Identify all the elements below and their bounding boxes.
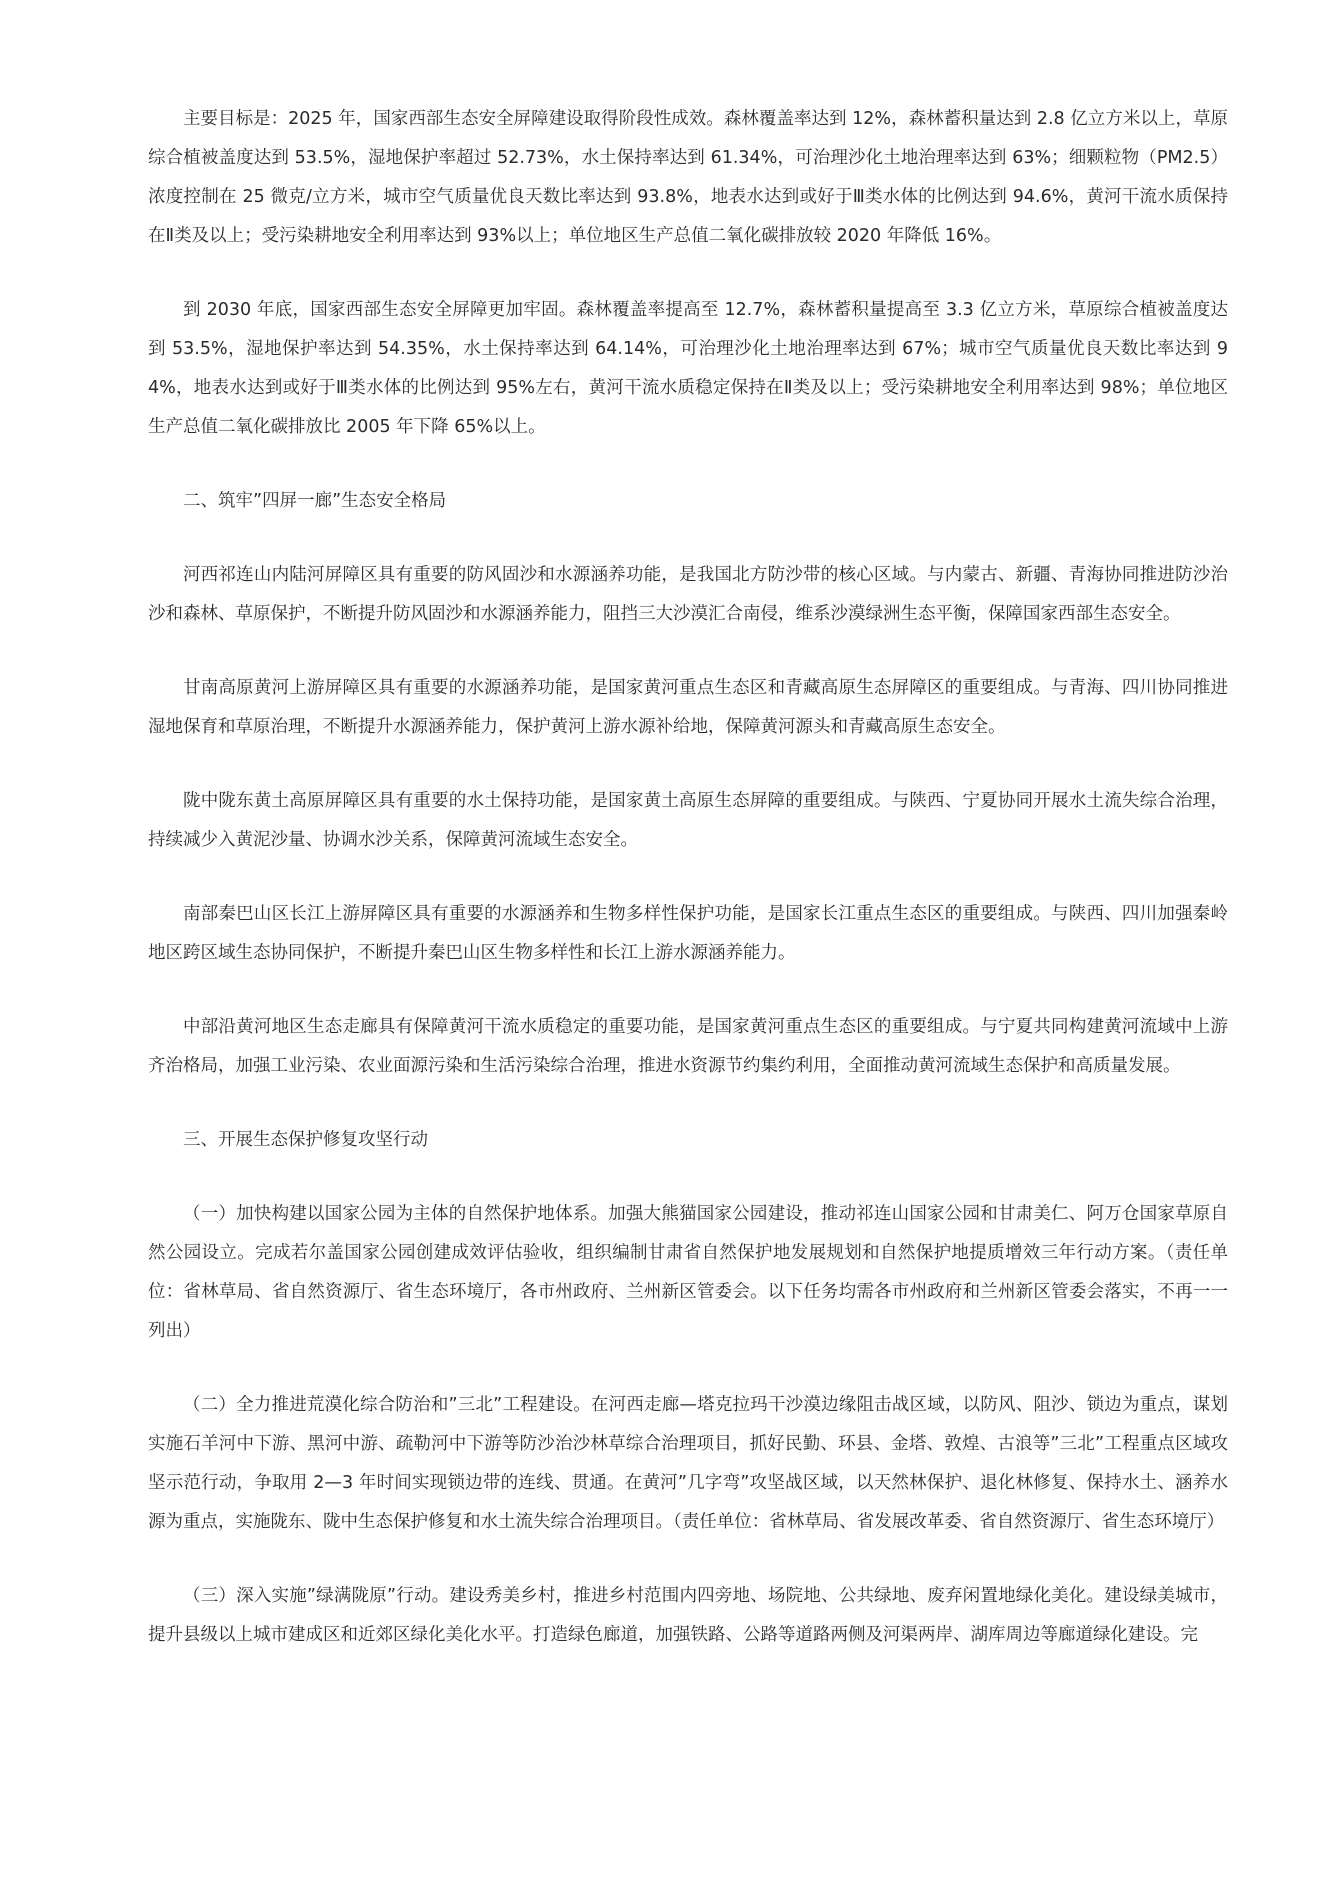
paragraph-item-2: （二）全力推进荒漠化综合防治和”三北”工程建设。在河西走廊—塔克拉玛干沙漠边缘阻击战区域，以防风、阻沙、锁边为重点，谋划实施石羊河中下游、黑河中游、疏勒河中下游等防沙治沙林草综合治理项目，抓好民勤、环县、金塔、敦煌、古浪等”三北”工程重点区域攻坚示范行动，争取用 2—3 年时间实现锁边带的连线、贯通。在黄河”几字弯”攻坚战区域，以天然林保护、退化林修复、保持水土、涵养水源为重点，实施陇东、陇中生态保护修复和水土流失综合治理项目。（责任单位：省林草局、省发展改革委、省自然资源厅、省生态环境厅） — [148, 1395, 1228, 1532]
paragraph-gannan-plateau: 甘南高原黄河上游屏障区具有重要的水源涵养功能，是国家黄河重点生态区和青藏高原生态屏障区的重要组成。与青海、四川协同推进湿地保育和草原治理，不断提升水源涵养能力，保护黄河上游水源补给地，保障黄河源头和青藏高原生态安全。 — [148, 678, 1228, 737]
section-heading-3: 三、开展生态保护修复攻坚行动 — [183, 1130, 428, 1150]
section-heading-2: 二、筑牢”四屏一廊”生态安全格局 — [183, 491, 447, 511]
paragraph-qinba-mountains: 南部秦巴山区长江上游屏障区具有重要的水源涵养和生物多样性保护功能，是国家长江重点生态区的重要组成。与陕西、四川加强秦岭地区跨区域生态协同保护，不断提升秦巴山区生物多样性和长江上游水源涵养能力。 — [148, 904, 1228, 963]
paragraph-2030-goals: 到 2030 年底，国家西部生态安全屏障更加牢固。森林覆盖率提高至 12.7%，森林蓄积量提高至 3.3 亿立方米，草原综合植被盖度达到 53.5%，湿地保护率达到 54.35%，水土保持率达到 64.14%，可治理沙化土地治理率达到 67%；城市空气质量优良天数比率达到 94%，地表水达到或好于Ⅲ类水体的比例达到 95%左右，黄河干流水质稳定保持在Ⅱ类及以上；受污染耕地安全利用率达到 98%；单位地区生产总值二氧化碳排放比 2005 年下降 65%以上。 — [148, 300, 1228, 437]
paragraph-item-3: （三）深入实施”绿满陇原”行动。建设秀美乡村，推进乡村范围内四旁地、场院地、公共绿地、废弃闲置地绿化美化。建设绿美城市，提升县级以上城市建成区和近郊区绿化美化水平。打造绿色廊道，加强铁路、公路等道路两侧及河渠两岸、湖库周边等廊道绿化建设。完 — [148, 1586, 1228, 1645]
paragraph-longzhong-longdong: 陇中陇东黄土高原屏障区具有重要的水土保持功能，是国家黄土高原生态屏障的重要组成。与陕西、宁夏协同开展水土流失综合治理，持续减少入黄泥沙量、协调水沙关系，保障黄河流域生态安全。 — [148, 791, 1228, 850]
paragraph-yellow-river-corridor: 中部沿黄河地区生态走廊具有保障黄河干流水质稳定的重要功能，是国家黄河重点生态区的重要组成。与宁夏共同构建黄河流域中上游齐治格局，加强工业污染、农业面源污染和生活污染综合治理，推进水资源节约集约利用，全面推动黄河流域生态保护和高质量发展。 — [148, 1017, 1228, 1076]
paragraph-hexi-qilian: 河西祁连山内陆河屏障区具有重要的防风固沙和水源涵养功能，是我国北方防沙带的核心区域。与内蒙古、新疆、青海协同推进防沙治沙和森林、草原保护，不断提升防风固沙和水源涵养能力，阻挡三大沙漠汇合南侵，维系沙漠绿洲生态平衡，保障国家西部生态安全。 — [148, 565, 1228, 624]
paragraph-item-1: （一）加快构建以国家公园为主体的自然保护地体系。加强大熊猫国家公园建设，推动祁连山国家公园和甘肃美仁、阿万仓国家草原自然公园设立。完成若尔盖国家公园创建成效评估验收，组织编制甘肃省自然保护地发展规划和自然保护地提质增效三年行动方案。（责任单位：省林草局、省自然资源厅、省生态环境厅，各市州政府、兰州新区管委会。以下任务均需各市州政府和兰州新区管委会落实，不再一一列出） — [148, 1204, 1228, 1341]
paragraph-2025-goals: 主要目标是：2025 年，国家西部生态安全屏障建设取得阶段性成效。森林覆盖率达到 12%，森林蓄积量达到 2.8 亿立方米以上，草原综合植被盖度达到 53.5%，湿地保护率超过 52.73%，水土保持率达到 61.34%，可治理沙化土地治理率达到 63%；细颗粒物（PM2.5）浓度控制在 25 微克/立方米，城市空气质量优良天数比率达到 93.8%，地表水达到或好于Ⅲ类水体的比例达到 94.6%，黄河干流水质保持在Ⅱ类及以上；受污染耕地安全利用率达到 93%以上；单位地区生产总值二氧化碳排放较 2020 年降低 16%。 — [148, 109, 1228, 246]
document-body — [148, 100, 1228, 1690]
